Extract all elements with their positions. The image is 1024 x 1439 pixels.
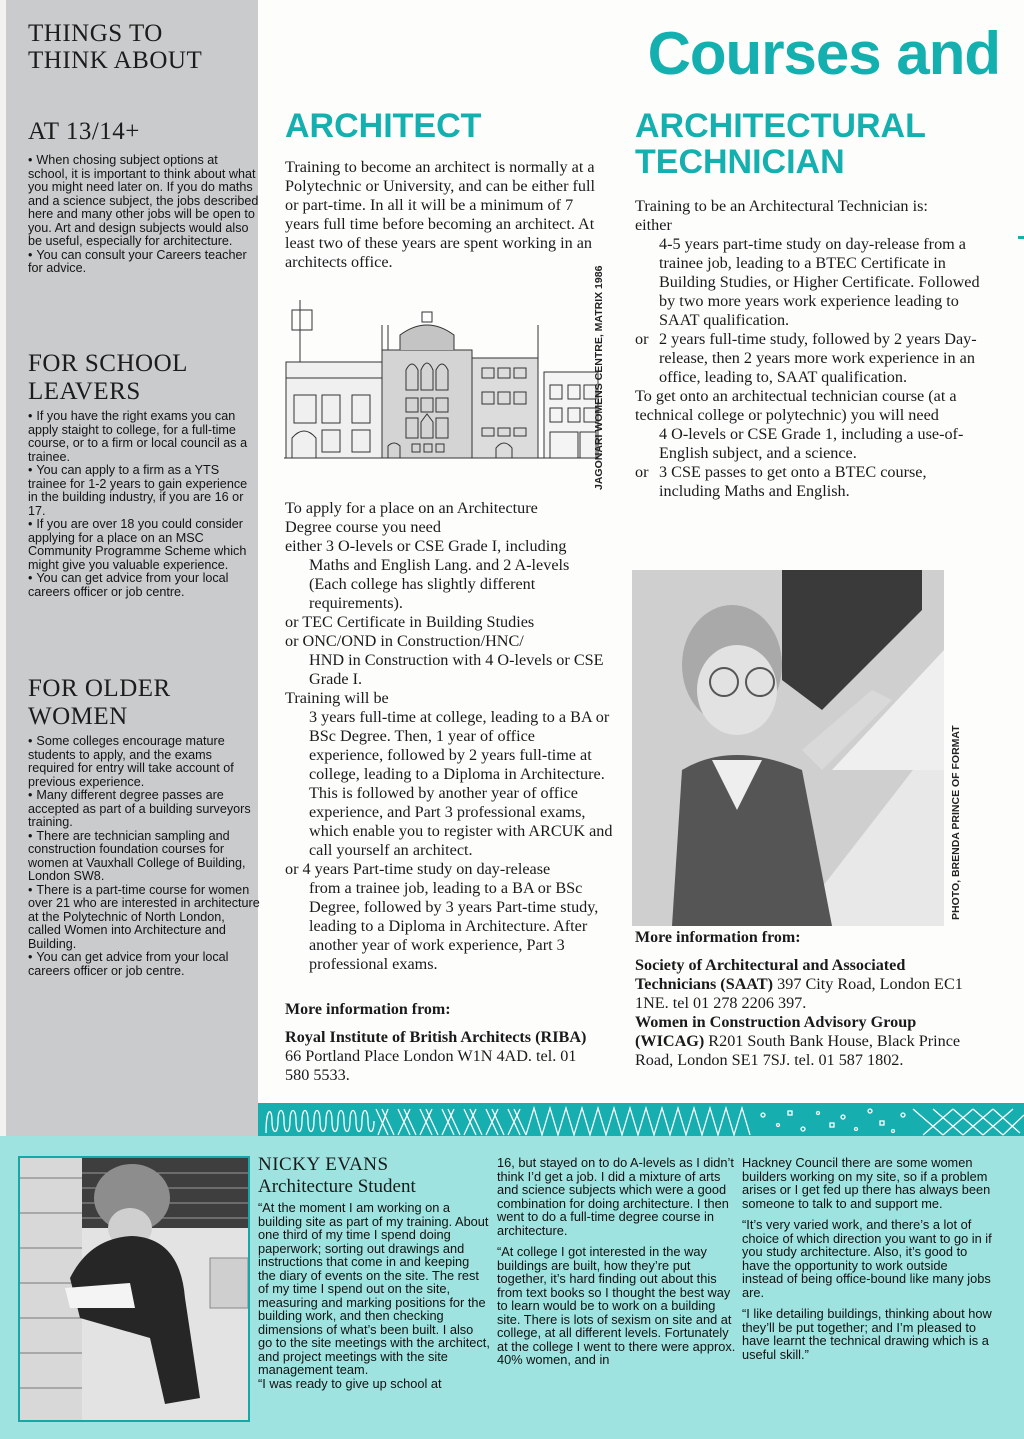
technician-either: either [635, 216, 672, 234]
org-name: Royal Institute of British Architects (RIBA) [285, 1028, 587, 1046]
more-info-title: More information from: [285, 1001, 451, 1018]
technician-option-2: 2 years full-time study, followed by 2 years Day-release, then 2 years more work experience in an office, leading to, SAAT qualification. [659, 330, 977, 386]
technician-intro: Training to be an Architectural Technician is: [635, 197, 928, 215]
technician-option-1: 4-5 years part-time study on day-release from a trainee job, leading to a BTEC Certificate in Building Studies, or Higher Certificate. Followed by two more years work experience leading to SAAT qualification. [659, 235, 980, 329]
technician-option-2-row [635, 330, 990, 387]
sidebar-section-13-14 [28, 118, 260, 276]
technician-heading-line2: TECHNICIAN [635, 143, 845, 181]
sidebar [0, 0, 258, 1130]
section-heading: AT 13/14+ [28, 118, 140, 145]
bullet-item: • If you are over 18 you could consider applying for a place on an MSC Community Programme Scheme which might give you valuable experience. [28, 518, 260, 572]
or-label: or [635, 463, 649, 481]
org-details: R201 South Bank House, Black Prince Road, London SE1 7SJ. tel. 01 587 1802. [635, 1032, 961, 1069]
quote-paragraph: “At the moment I am working on a building site as part of my training. About one third of my time I spend doing paperwork; sorting out drawings and instructions that come in and keeping the diary of events on the site. The rest of my time I spend out on the site, measuring and marking positions for the building work, and then checking dimensions of what’s been built. I also go to the site meetings with the architect, and project meetings with the site management team. [258, 1200, 490, 1377]
architect-requirements [285, 499, 615, 974]
org-name: Society of Architectural and Associated Technicians (SAAT) [635, 956, 906, 993]
building-drawing [282, 300, 600, 470]
technician-entry-intro: To get onto an architectual technician course (at a technical college or polytechnic) you will need [635, 387, 957, 424]
contact-wicag [635, 1013, 975, 1070]
technician-heading-line1: ARCHITECTURAL [635, 107, 926, 145]
sidebar-extension [0, 1103, 258, 1136]
quote-column-1 [258, 1201, 490, 1398]
training-option-2-cont: from a trainee job, leading to a BA or BSc Degree, followed by 3 years Part-time study, leading to a Diploma in Architecture. After another year of work experience, Part 3 professional exams. [309, 879, 599, 973]
org-details: 397 City Road, London EC1 1NE. tel 01 278 2206 397. [635, 975, 963, 1012]
or-label: or [635, 330, 649, 348]
req-either: either 3 O-levels or CSE Grade I, including [285, 537, 567, 555]
training-option-1: 3 years full-time at college, leading to a BA or BSc Degree. Then, 1 year of office experience, followed by 2 years full-time at college, leading to a Diploma in Architecture. This is followed by another year of office experience, and Part 3 professional exams, which enable you to register with ARCUK and call yourself an architect. [309, 708, 613, 859]
decorative-pattern-band [258, 1103, 1024, 1139]
more-info-title: More information from: [635, 929, 801, 946]
quote-paragraph: Hackney Council there are some women builders working on my site, so if a problem arises or I get fed up there has always been someone to talk to and support me. [742, 1155, 991, 1211]
technician-entry-option-2: 3 CSE passes to get onto a BTEC course, including Maths and English. [659, 463, 927, 500]
quote-paragraph: “I was ready to give up school at [258, 1375, 442, 1391]
section-heading: FOR OLDER WOMEN [28, 675, 171, 730]
page-title: Courses and [647, 20, 1000, 87]
architect-intro: Training to become an architect is normally at a Polytechnic or University, and can be either full or part-time. In all it will be a minimum of 7 years full time before becoming an architect. At least two of these years are spent working in an architects office. [285, 158, 596, 271]
photo-credit: PHOTO, BRENDA PRINCE OF FORMAT [950, 725, 962, 920]
quote-paragraph: “I like detailing buildings, thinking about how they’ll be put together; and I’m pleased to have learnt the technical drawing which is a useful skill.” [742, 1306, 992, 1362]
bullet-item: • There are technician sampling and construction foundation courses for women at Vauxhall College of Building, London SW8. [28, 830, 260, 884]
bullet-item: • If you have the right exams you can apply staight to college, for a full-time course, or to a firm or local council as a trainee. [28, 410, 260, 464]
bullet-item: • You can apply to a firm as a YTS trainee for 1-2 years to gain experience in the building industry, if you are 16 or 17. [28, 464, 260, 518]
bullet-item: • Many different degree passes are accepted as part of a building surveyors training. [28, 789, 260, 830]
architect-heading: ARCHITECT [285, 107, 482, 145]
sidebar-section-older-women [28, 675, 260, 978]
bullet-item: • You can get advice from your local careers officer or job centre. [28, 951, 260, 978]
quote-paragraph: “It’s very varied work, and there’s a lot of choice of which direction you want to go in if you study architecture. Also, it’s good to have the opportunity to work outside instead of being office-bound like many jobs are. [742, 1217, 992, 1300]
hand-drawn-pattern [258, 1103, 1024, 1139]
technician-training [635, 197, 990, 501]
quote-column-3 [742, 1156, 992, 1369]
bullet-item: • When chosing subject options at school, it is important to think about what you might need later on. If you do maths and a science subject, the jobs described here and many other jobs will be open to you. Art and design subjects would also be useful, especially for architecture. [28, 154, 260, 249]
technician-heading [635, 108, 1005, 180]
profile-name: NICKY EVANS [258, 1154, 389, 1175]
quote-paragraph: 16, but stayed on to do A-levels as I didn’t think I’d get a job. I did a mixture of arts and science subjects which were a good combination for doing architecture. I then went to do a full-time degree course in architecture. [497, 1155, 734, 1238]
drawing-credit: JAGONARI WOMENS CENTRE, MATRIX 1986 [593, 265, 605, 490]
building-elevation-illustration [282, 300, 600, 470]
req-or-onc: or ONC/OND in Construction/HNC/ [285, 632, 524, 650]
req-either-cont: Maths and English Lang. and 2 A-levels (Each college has slightly different requirements). [309, 556, 570, 612]
quote-column-2 [497, 1156, 737, 1375]
technician-entry-option-2-row [635, 463, 990, 501]
contact-riba [285, 1028, 595, 1085]
training-intro: Training will be [285, 689, 389, 707]
edge-mark [1018, 236, 1024, 239]
req-or-tec: or TEC Certificate in Building Studies [285, 613, 535, 631]
req-or-onc-cont: HND in Construction with 4 O-levels or CSE Grade I. [309, 651, 604, 688]
contact-saat [635, 956, 975, 1013]
architect-more-info [285, 1000, 595, 1085]
bullet-item: • You can get advice from your local careers officer or job centre. [28, 572, 260, 599]
quote-paragraph: “At college I got interested in the way buildings are built, how they’re put together, it’s hard finding out about this from text books so I thought the best way to learn would be to work on a building site. There is lots of sexism on site and at college, at all different levels. Fortunately at the college I went to there were approx. 40% women, and in [497, 1244, 736, 1367]
training-option-2: or 4 years Part-time study on day-release [285, 860, 551, 878]
req-intro: To apply for a place on an Architecture Degree course you need [285, 499, 538, 536]
technician-entry-option-1: 4 O-levels or CSE Grade 1, including a use-of-English subject, and a science. [659, 425, 964, 462]
woman-at-drawing-board-photo [632, 570, 944, 926]
technician-photo [632, 570, 944, 926]
student-on-site-photo [20, 1158, 248, 1420]
profile-photo [18, 1156, 250, 1422]
sidebar-title: THINGS TO THINK ABOUT [28, 20, 203, 74]
section-heading: FOR SCHOOL LEAVERS [28, 350, 187, 405]
sidebar-section-school-leavers [28, 350, 260, 599]
bullet-item: • Some colleges encourage mature students to apply, and the exams required for entry will take account of previous experience. [28, 735, 260, 789]
org-details: 66 Portland Place London W1N 4AD. tel. 01 580 5533. [285, 1047, 577, 1084]
bullet-item: • There is a part-time course for women over 21 who are interested in architecture at the Polytechnic of North London, called Women into Architecture and Building. [28, 884, 260, 952]
bullet-item: • You can consult your Careers teacher for advice. [28, 249, 260, 276]
org-name: Women in Construction Advisory Group (WICAG) [635, 1013, 917, 1050]
profile-role: Architecture Student [258, 1176, 416, 1197]
technician-more-info [635, 928, 975, 1070]
